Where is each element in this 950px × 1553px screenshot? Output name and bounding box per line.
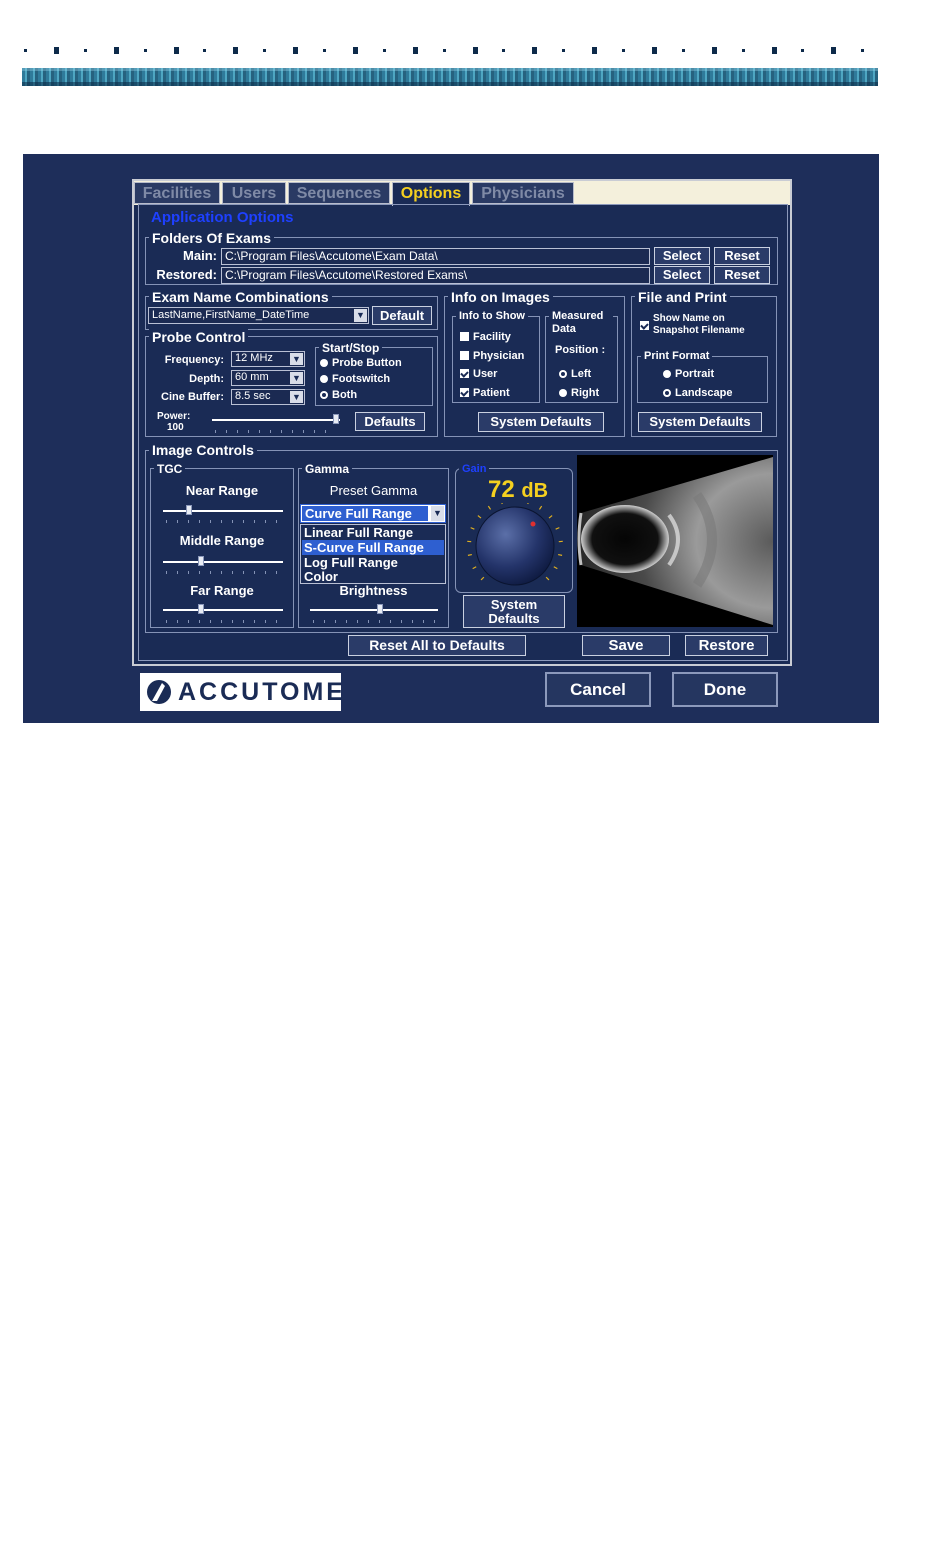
show-name-checkbox[interactable] (640, 321, 649, 330)
tab-physicians[interactable]: Physicians (472, 182, 574, 204)
near-range-ticks (166, 520, 280, 523)
patient-checkbox[interactable] (460, 388, 469, 397)
near-range-slider-track[interactable] (163, 510, 283, 512)
info-to-show-title: Info to Show (456, 310, 528, 323)
header-banner (22, 68, 878, 86)
main-folder-field[interactable]: C:\Program Files\Accutome\Exam Data\ (221, 248, 650, 265)
gain-value: 72 (488, 476, 515, 503)
header-dot (114, 47, 119, 54)
landscape-radio[interactable] (663, 389, 671, 397)
knob-tick (471, 528, 475, 530)
chevron-down-icon: ▼ (290, 372, 303, 384)
header-dot (353, 47, 358, 54)
middle-range-slider-thumb[interactable] (198, 556, 204, 566)
physician-checkbox[interactable] (460, 351, 469, 360)
header-dot (801, 49, 804, 52)
knob-tick (478, 516, 481, 519)
header-dot (502, 49, 505, 52)
knob-tick (528, 503, 529, 504)
file-and-print-title: File and Print (635, 289, 730, 305)
header-dot (383, 49, 386, 52)
facility-label: Facility (473, 331, 511, 343)
probe-control-title: Probe Control (149, 329, 248, 345)
header-dot (203, 49, 206, 52)
patient-label: Patient (473, 387, 510, 399)
restored-folder-field[interactable]: C:\Program Files\Accutome\Restored Exams\ (221, 267, 650, 284)
frequency-label: Frequency: (164, 354, 224, 366)
header-dot-row (24, 47, 878, 55)
far-range-label: Far Range (190, 583, 254, 598)
gamma-title: Gamma (302, 461, 352, 477)
power-value: 100 (167, 422, 184, 433)
header-dot (712, 47, 717, 54)
brightness-label: Brightness (339, 583, 408, 598)
preset-gamma-dropdown[interactable] (300, 504, 446, 523)
exam-name-title: Exam Name Combinations (149, 289, 332, 305)
header-dot (84, 49, 87, 52)
probe-defaults-button[interactable]: Defaults (355, 412, 425, 431)
middle-range-label: Middle Range (179, 533, 265, 548)
application-options-title: Application Options (148, 210, 297, 226)
brightness-slider-thumb[interactable] (377, 604, 383, 614)
brightness-ticks (313, 620, 435, 623)
right-radio[interactable] (559, 389, 567, 397)
near-range-label: Near Range (185, 483, 259, 498)
left-label: Left (571, 368, 592, 380)
header-dot (443, 49, 446, 52)
restored-folder-label: Restored: (156, 267, 217, 282)
knob-tick (554, 567, 558, 569)
info-on-images-title: Info on Images (448, 289, 553, 305)
cine-buffer-dropdown[interactable] (231, 389, 305, 405)
far-range-slider-thumb[interactable] (198, 604, 204, 614)
power-slider-ticks (215, 430, 335, 433)
user-checkbox[interactable] (460, 369, 469, 378)
knob-tick (558, 555, 562, 556)
header-dot (174, 47, 179, 54)
preset-gamma-options-list (300, 524, 446, 584)
facility-checkbox[interactable] (460, 332, 469, 341)
gamma-option-s-curve[interactable]: S-Curve Full Range (302, 540, 444, 555)
main-reset-button[interactable]: Reset (714, 247, 770, 265)
tab-users[interactable]: Users (222, 182, 286, 204)
header-dot (861, 49, 864, 52)
gain-knob[interactable] (466, 503, 566, 591)
tab-sequences[interactable]: Sequences (288, 182, 390, 204)
folders-title: Folders Of Exams (149, 230, 274, 246)
chevron-down-icon: ▼ (290, 353, 303, 365)
knob-tick (549, 516, 552, 519)
exam-name-value: LastName,FirstName_DateTime (152, 309, 310, 321)
header-dot (652, 47, 657, 54)
knob-tick (556, 528, 560, 530)
middle-range-ticks (166, 571, 280, 574)
header-dot (772, 47, 777, 54)
middle-range-slider-track[interactable] (163, 561, 283, 563)
print-format-title: Print Format (641, 350, 712, 363)
header-dot (831, 47, 836, 54)
header-dot (532, 47, 537, 54)
footswitch-label: Footswitch (332, 373, 391, 385)
power-slider-thumb[interactable] (333, 414, 339, 424)
tab-facilities[interactable]: Facilities (134, 182, 220, 204)
landscape-label: Landscape (675, 387, 733, 399)
gain-title: Gain (459, 461, 489, 477)
header-dot (323, 49, 326, 52)
header-dot (592, 47, 597, 54)
header-dot (233, 47, 238, 54)
main-select-button[interactable]: Select (654, 247, 710, 265)
knob-tick (481, 577, 484, 580)
user-label: User (473, 368, 498, 380)
depth-dropdown[interactable] (231, 370, 305, 386)
power-slider-track[interactable] (212, 419, 340, 421)
header-dot (473, 47, 478, 54)
footswitch-radio[interactable] (320, 375, 328, 383)
save-button[interactable]: Save (582, 635, 670, 656)
knob-tick (501, 503, 502, 504)
main-folder-label: Main: (183, 248, 217, 263)
knob-tick (473, 567, 477, 569)
probe-button-label: Probe Button (332, 357, 402, 369)
cine-buffer-label: Cine Buffer: (161, 391, 224, 403)
position-label: Position : (555, 344, 606, 356)
gain-readout (488, 476, 548, 505)
show-name-label-line2: Snapshot Filename (653, 325, 745, 336)
accutome-logo-icon (146, 679, 172, 705)
image-controls-title: Image Controls (149, 442, 257, 458)
tab-options[interactable]: Options (392, 182, 470, 206)
restore-button[interactable]: Restore (685, 635, 768, 656)
gain-system-defaults-line2: Defaults (488, 611, 540, 626)
depth-label: Depth: (189, 373, 224, 385)
cine-buffer-value: 8.5 sec (235, 390, 271, 402)
portrait-label: Portrait (675, 368, 715, 380)
exam-name-default-button[interactable]: Default (372, 306, 432, 325)
knob-tick (488, 506, 490, 509)
gamma-option-linear[interactable]: Linear Full Range (304, 525, 414, 540)
restored-reset-button[interactable]: Reset (714, 266, 770, 284)
file-system-defaults-button[interactable]: System Defaults (638, 412, 762, 432)
preset-gamma-value: Curve Full Range (302, 506, 428, 521)
header-dot (293, 47, 298, 54)
knob-tick (546, 577, 549, 580)
cancel-button[interactable]: Cancel (545, 672, 651, 707)
knob-tick (539, 506, 541, 509)
brightness-slider-track[interactable] (310, 609, 438, 611)
tgc-title: TGC (154, 461, 185, 477)
right-label: Right (571, 387, 600, 399)
frequency-dropdown[interactable] (231, 351, 305, 367)
header-dot (682, 49, 685, 52)
physician-label: Physician (473, 350, 525, 362)
knob-tick (468, 555, 472, 556)
near-range-slider-thumb[interactable] (186, 505, 192, 515)
measured-data-title: Measured Data (549, 310, 613, 336)
depth-value: 60 mm (235, 371, 269, 383)
accutome-logo-text: ACCUTOME (178, 678, 346, 706)
gain-system-defaults-line1: System (490, 597, 538, 612)
header-dot (562, 49, 565, 52)
preset-gamma-label: Preset Gamma (329, 483, 418, 498)
gamma-option-log[interactable]: Log Full Range (304, 555, 398, 570)
both-radio[interactable] (320, 391, 328, 399)
header-dot (144, 49, 147, 52)
ultrasound-preview-image (577, 455, 773, 627)
gamma-option-color[interactable]: Color (304, 569, 338, 584)
header-dot (263, 49, 266, 52)
done-button[interactable]: Done (672, 672, 778, 707)
header-dot (622, 49, 625, 52)
far-range-slider-track[interactable] (163, 609, 283, 611)
chevron-down-icon: ▼ (354, 309, 367, 322)
start-stop-title: Start/Stop (319, 340, 382, 356)
reset-all-defaults-button[interactable]: Reset All to Defaults (348, 635, 526, 656)
portrait-radio[interactable] (663, 370, 671, 378)
accutome-logo (140, 673, 346, 711)
gain-unit: dB (521, 480, 549, 502)
chevron-down-icon: ▼ (431, 506, 444, 521)
restored-select-button[interactable]: Select (654, 266, 710, 284)
frequency-value: 12 MHz (235, 352, 273, 364)
both-label: Both (332, 389, 358, 401)
header-dot (54, 47, 59, 54)
left-radio[interactable] (559, 370, 567, 378)
show-name-label-line1: Show Name on (653, 313, 725, 324)
power-label: Power: (157, 411, 191, 422)
chevron-down-icon: ▼ (290, 391, 303, 403)
probe-button-radio[interactable] (320, 359, 328, 367)
header-dot (24, 49, 27, 52)
header-dot (742, 49, 745, 52)
far-range-ticks (166, 620, 280, 623)
info-system-defaults-button[interactable]: System Defaults (478, 412, 604, 432)
tab-strip (134, 181, 790, 205)
gain-system-defaults-button[interactable] (463, 595, 565, 628)
exam-name-dropdown[interactable] (148, 307, 369, 324)
header-dot (413, 47, 418, 54)
